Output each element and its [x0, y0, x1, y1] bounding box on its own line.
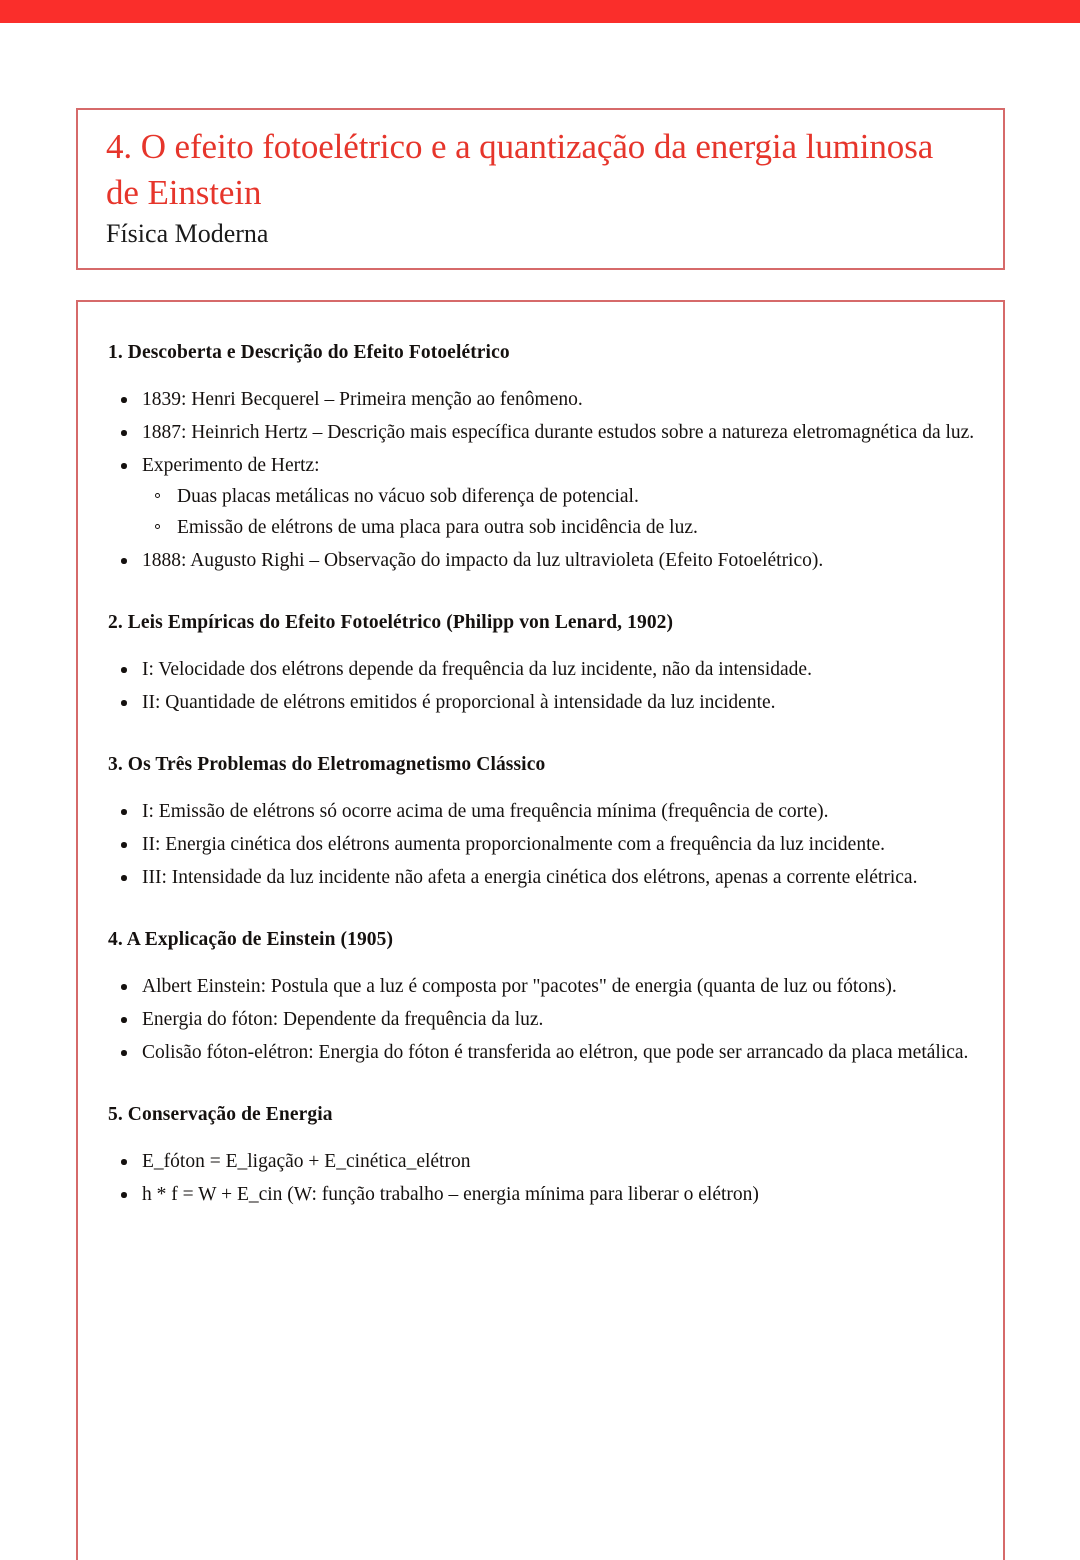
bullet-disc-icon — [121, 558, 127, 564]
bullet-list — [108, 384, 976, 576]
section-heading: 4. A Explicação de Einstein (1905) — [108, 929, 394, 950]
list-item — [108, 862, 976, 893]
list-item — [108, 796, 976, 827]
page-title: 4. O efeito fotoelétrico e a quantização da energia luminosa de Einstein — [106, 127, 934, 212]
bullet-disc-icon — [121, 463, 127, 469]
sub-list-item-label: Emissão de elétrons de uma placa para outra sob incidência de luz. — [177, 517, 698, 538]
list-item-label: 1888: Augusto Righi – Observação do impacto da luz ultravioleta (Efeito Fotoelétrico). — [142, 550, 824, 571]
sub-list-item — [142, 512, 976, 543]
content-section — [108, 610, 976, 718]
list-item-label: E_fóton = E_ligação + E_cinética_elétron — [142, 1151, 471, 1172]
list-item — [108, 1146, 976, 1177]
list-item — [108, 545, 976, 576]
section-heading: 2. Leis Empíricas do Efeito Fotoelétrico (Philipp von Lenard, 1902) — [108, 612, 674, 633]
list-item-label: II: Quantidade de elétrons emitidos é proporcional à intensidade da luz incidente. — [142, 692, 776, 713]
list-item — [108, 971, 976, 1002]
list-item-label: Experimento de Hertz: — [142, 455, 320, 476]
list-item-label: 1887: Heinrich Hertz – Descrição mais específica durante estudos sobre a natureza eletromagnética da luz. — [142, 422, 975, 443]
bullet-disc-icon — [121, 1017, 127, 1023]
section-heading: 1. Descoberta e Descrição do Efeito Fotoelétrico — [108, 342, 510, 363]
document-page — [0, 23, 1080, 1528]
title-card — [76, 108, 1005, 270]
bullet-disc-icon — [121, 1192, 127, 1198]
sub-bullet-list — [142, 481, 976, 543]
list-item — [108, 450, 976, 543]
content-section — [108, 340, 976, 576]
list-item-label: III: Intensidade da luz incidente não afeta a energia cinética dos elétrons, apenas a corrente elétrica. — [142, 867, 918, 888]
top-accent-bar — [0, 0, 1080, 23]
content-sections — [108, 340, 976, 1216]
content-card — [76, 300, 1005, 1560]
list-item — [108, 1004, 976, 1035]
list-item — [108, 1179, 976, 1210]
section-heading: 3. Os Três Problemas do Eletromagnetismo Clássico — [108, 754, 546, 775]
list-item-label: Albert Einstein: Postula que a luz é composta por "pacotes" de energia (quanta de luz ou fótons). — [142, 976, 897, 997]
bullet-disc-icon — [121, 842, 127, 848]
content-section — [108, 1102, 976, 1210]
list-item-label: I: Velocidade dos elétrons depende da frequência da luz incidente, não da intensidade. — [142, 659, 812, 680]
list-item — [108, 1037, 976, 1068]
bullet-disc-icon — [121, 430, 127, 436]
bullet-list — [108, 971, 976, 1068]
list-item — [108, 687, 976, 718]
bullet-circle-icon — [155, 493, 160, 498]
list-item-label: h * f = W + E_cin (W: função trabalho – energia mínima para liberar o elétron) — [142, 1184, 759, 1205]
section-heading: 5. Conservação de Energia — [108, 1104, 333, 1125]
content-section — [108, 927, 976, 1068]
list-item-label: II: Energia cinética dos elétrons aumenta proporcionalmente com a frequência da luz incidente. — [142, 834, 886, 855]
list-item — [108, 829, 976, 860]
bullet-disc-icon — [121, 667, 127, 673]
list-item — [108, 654, 976, 685]
list-item-label: Colisão fóton-elétron: Energia do fóton é transferida ao elétron, que pode ser arrancado da placa metálica. — [142, 1042, 969, 1063]
bullet-list — [108, 654, 976, 718]
list-item — [108, 384, 976, 415]
bullet-disc-icon — [121, 809, 127, 815]
bullet-list — [108, 796, 976, 893]
bullet-disc-icon — [121, 1159, 127, 1165]
list-item-label: 1839: Henri Becquerel – Primeira menção ao fenômeno. — [142, 389, 583, 410]
bullet-disc-icon — [121, 397, 127, 403]
sub-list-item — [142, 481, 976, 512]
bullet-disc-icon — [121, 1050, 127, 1056]
bullet-circle-icon — [155, 524, 160, 529]
bullet-disc-icon — [121, 700, 127, 706]
page-subtitle: Física Moderna — [106, 219, 269, 248]
bullet-disc-icon — [121, 875, 127, 881]
list-item-label: I: Emissão de elétrons só ocorre acima de uma frequência mínima (frequência de corte). — [142, 801, 829, 822]
sub-list-item-label: Duas placas metálicas no vácuo sob diferença de potencial. — [177, 486, 639, 507]
list-item — [108, 417, 976, 448]
content-section — [108, 752, 976, 893]
bullet-disc-icon — [121, 984, 127, 990]
list-item-label: Energia do fóton: Dependente da frequência da luz. — [142, 1009, 544, 1030]
bullet-list — [108, 1146, 976, 1210]
